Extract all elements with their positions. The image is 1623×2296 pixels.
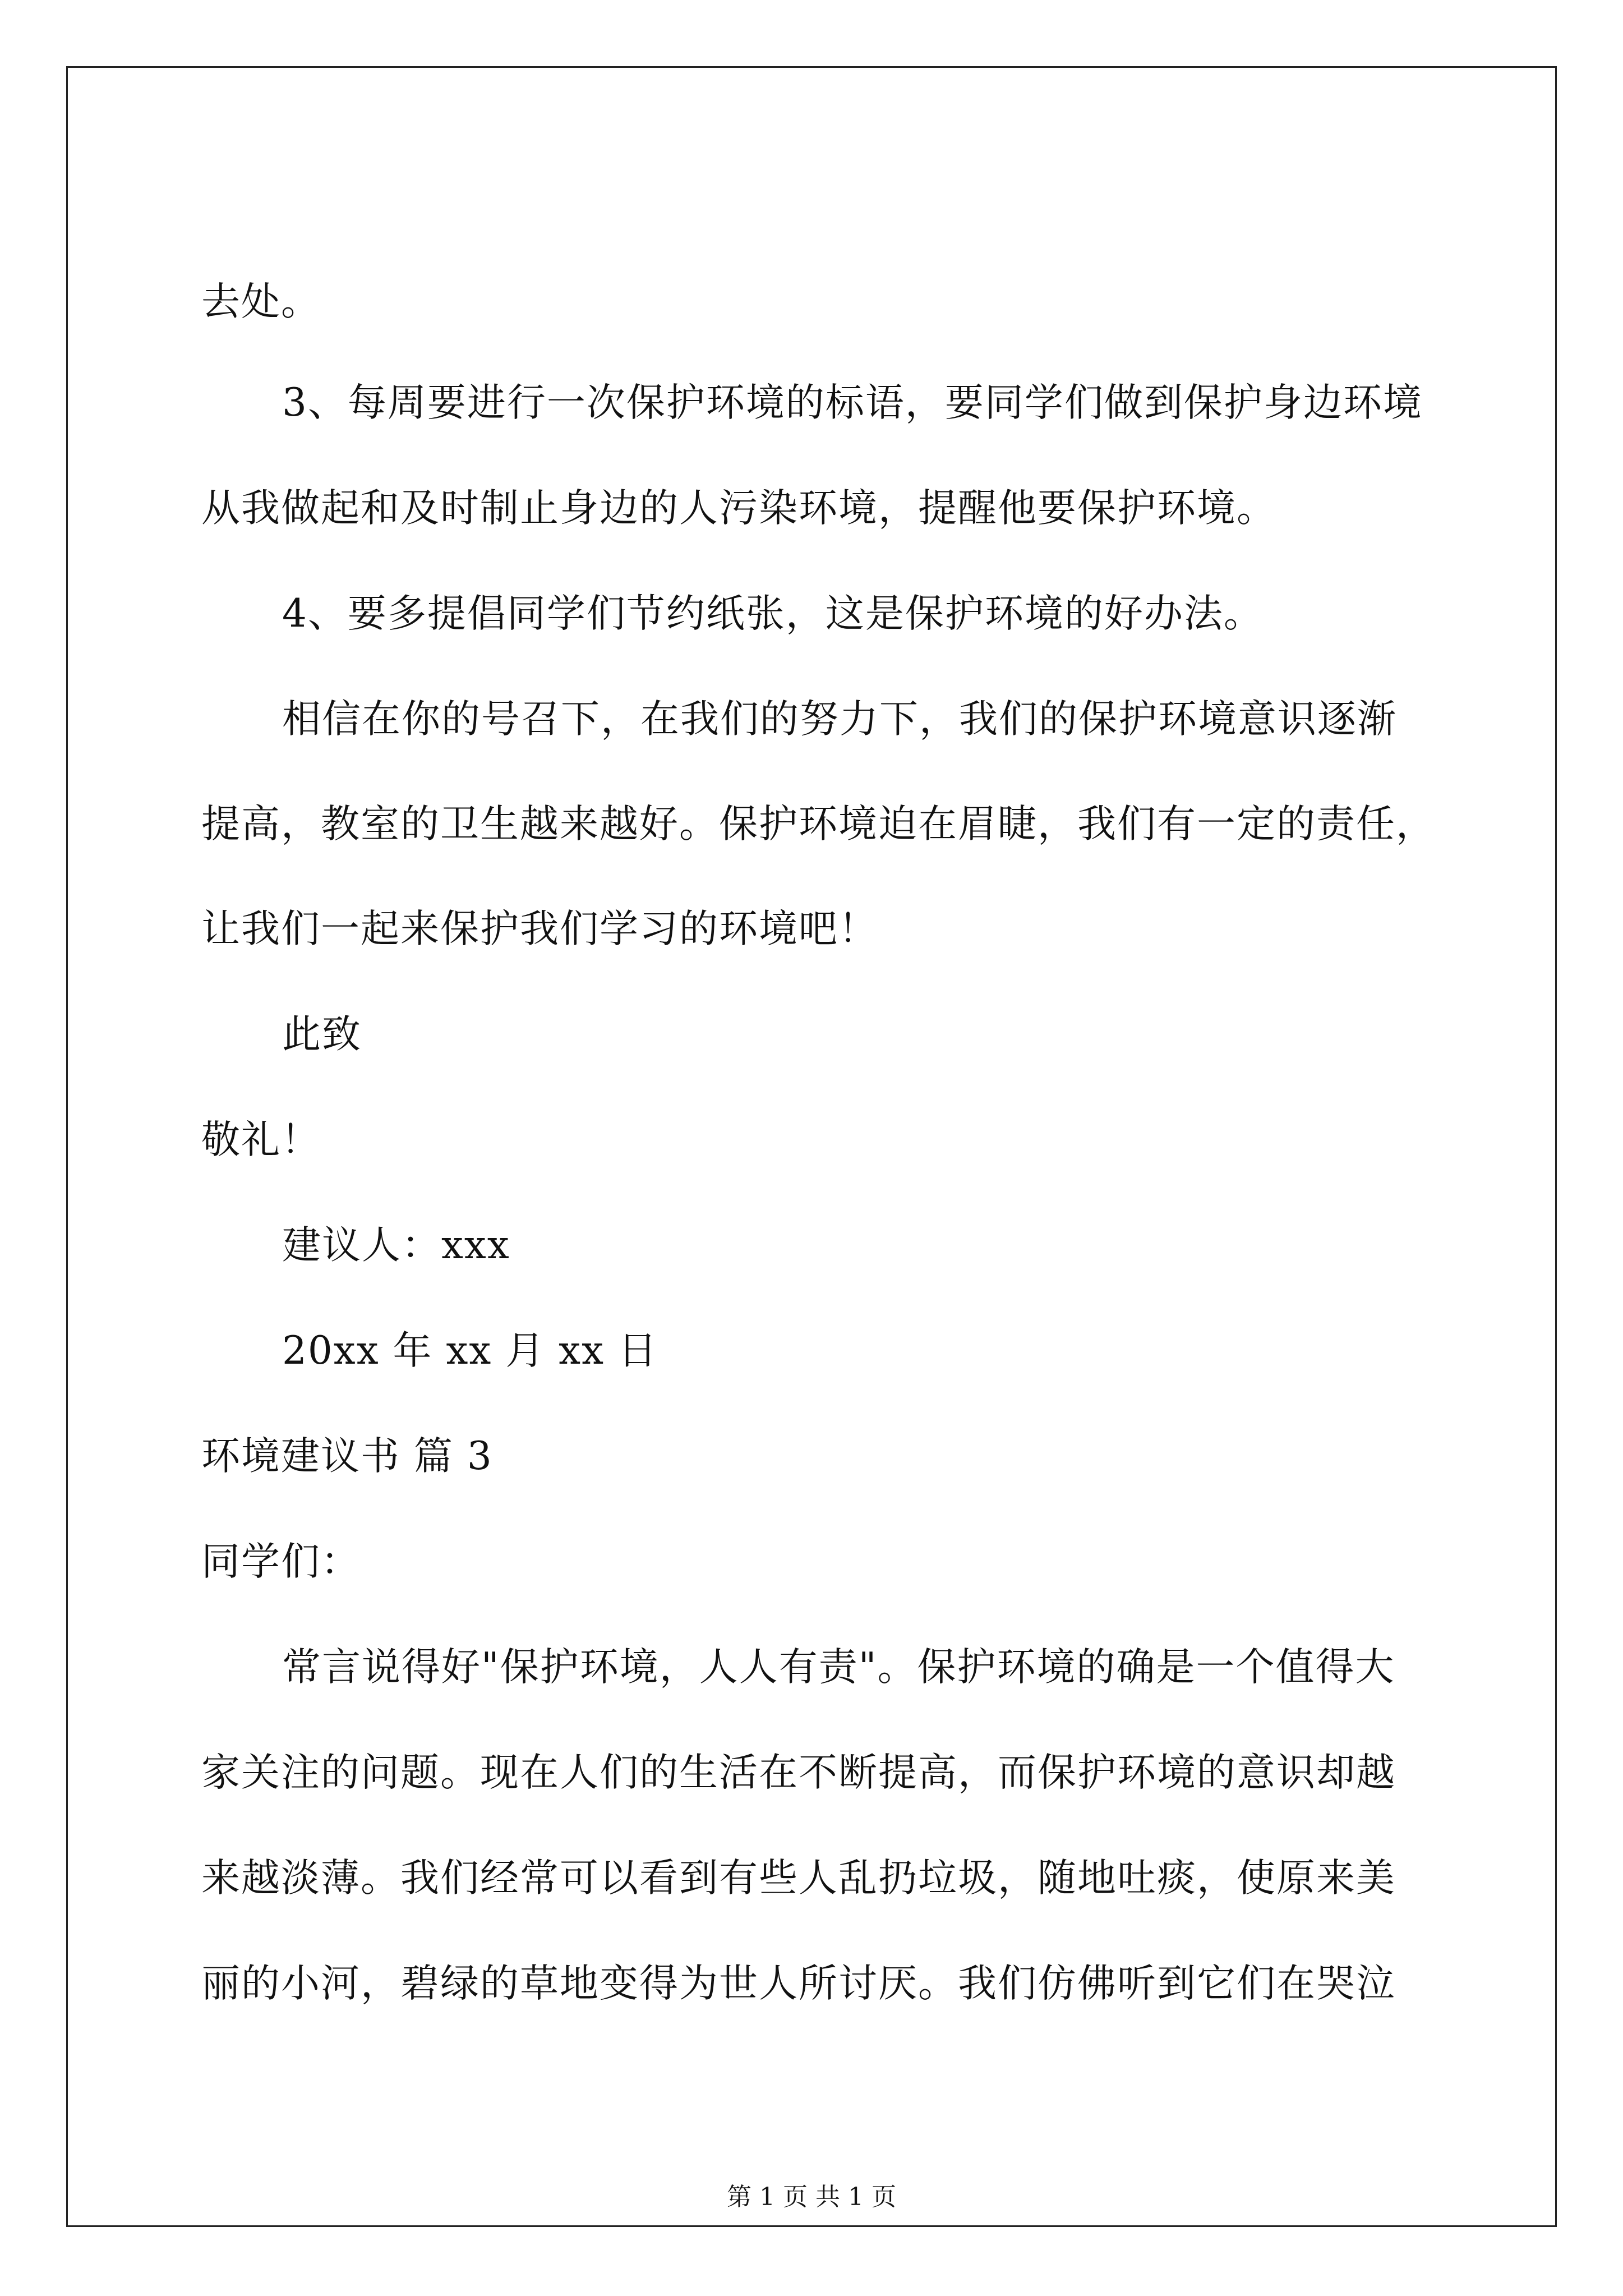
text-line: 3、每周要进行一次保护环境的标语，要同学们做到保护身边环境 xyxy=(282,380,1423,425)
text-line: 常言说得好"保护环境，人人有责"。保护环境的确是一个值得大 xyxy=(282,1645,1395,1690)
text-line: 从我做起和及时制止身边的人污染环境，提醒他要保护环境。 xyxy=(201,486,1276,531)
text-line: 去处。 xyxy=(201,279,321,324)
text-line: 相信在你的号召下，在我们的努力下，我们的保护环境意识逐渐 xyxy=(282,697,1397,742)
text-line: 20xx 年 xx 月 xx 日 xyxy=(282,1328,658,1373)
text-line: 家关注的问题。现在人们的生活在不断提高，而保护环境的意识却越 xyxy=(201,1750,1396,1795)
text-line: 让我们一起来保护我们学习的环境吧！ xyxy=(201,907,878,951)
page-border xyxy=(66,66,1557,2227)
text-line: 来越淡薄。我们经常可以看到有些人乱扔垃圾，随地吐痰，使原来美 xyxy=(201,1856,1396,1901)
text-line: 敬礼！ xyxy=(201,1117,321,1162)
text-line: 丽的小河，碧绿的草地变得为世人所讨厌。我们仿佛听到它们在哭泣 xyxy=(201,1961,1396,2006)
document-body xyxy=(68,68,1555,2225)
text-line: 建议人：xxx xyxy=(282,1223,510,1268)
text-line: 此致 xyxy=(282,1012,362,1057)
page-footer: 第 1 页 共 1 页 xyxy=(727,2183,896,2211)
section-heading: 环境建议书 篇 3 xyxy=(201,1434,493,1479)
text-line: 提高，教室的卫生越来越好。保护环境迫在眉睫，我们有一定的责任， xyxy=(201,802,1436,846)
text-line: 4、要多提倡同学们节约纸张，这是保护环境的好办法。 xyxy=(282,591,1264,636)
text-line: 同学们： xyxy=(201,1539,361,1584)
